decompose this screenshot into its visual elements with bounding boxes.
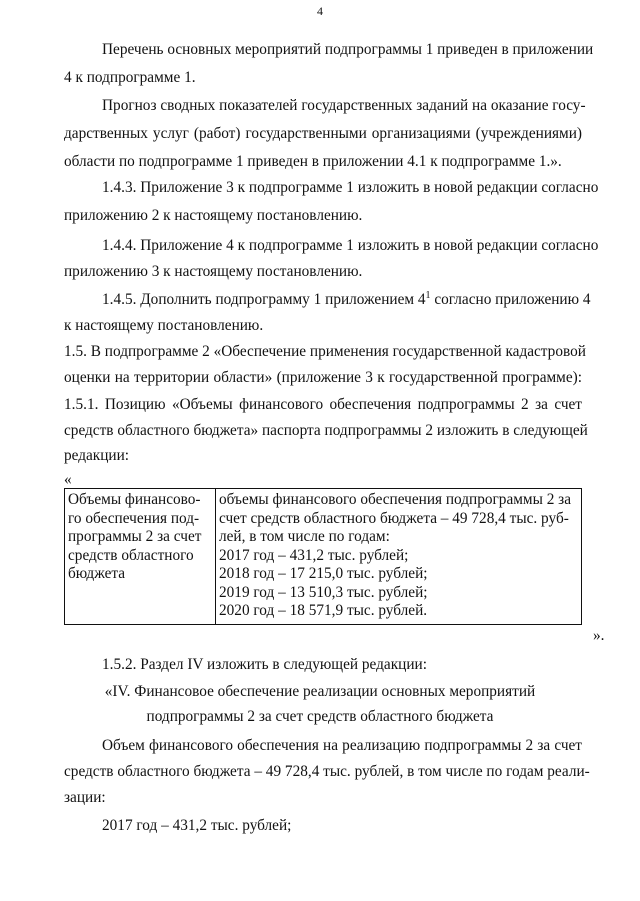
paragraph-line: к настоящему постановлению. xyxy=(64,317,264,334)
paragraph-line: Перечень основных мероприятий подпрограммы 1 приведен в приложении xyxy=(102,41,594,58)
section-heading: «IV. Финансовое обеспечение реализации основных мероприятий xyxy=(104,683,536,700)
section-heading: подпрограммы 2 за счет средств областного бюджета xyxy=(146,708,494,725)
financing-table xyxy=(64,488,582,625)
paragraph-line: оценки на территории области» (приложение 3 к государственной программе): xyxy=(64,369,582,386)
paragraph-line: редакции: xyxy=(64,447,130,464)
paragraph-line: 1.4.3. Приложение 3 к подпрограмме 1 изложить в новой редакции согласно xyxy=(102,179,599,196)
page-number: 4 xyxy=(317,4,323,18)
paragraph-line: приложению 3 к настоящему постановлению. xyxy=(64,263,363,280)
paragraph-line xyxy=(102,289,591,310)
paragraph-line: области по подпрограмме 1 приведен в приложении 4.1 к подпрограмме 1.». xyxy=(64,153,562,170)
paragraph-line: 1.5.2. Раздел IV изложить в следующей редакции: xyxy=(102,656,427,673)
table-cell-label: Объемы финансово- го обеспечения под- программы 2 за счет средств областного бюджета xyxy=(65,489,216,625)
quote-open: « xyxy=(64,471,72,488)
paragraph-text: 1.4.5. Дополнить подпрограмму 1 приложением 4 xyxy=(102,291,426,308)
paragraph-line: приложению 2 к настоящему постановлению. xyxy=(64,207,363,224)
paragraph-line: 1.5. В подпрограмме 2 «Обеспечение применения государственной кадастровой xyxy=(64,343,586,360)
paragraph-text: согласно приложению 4 xyxy=(430,291,591,308)
paragraph-line: 2017 год – 431,2 тыс. рублей; xyxy=(102,817,292,834)
paragraph-line: Объем финансового обеспечения на реализацию подпрограммы 2 за счет xyxy=(102,737,582,754)
paragraph-line: зации: xyxy=(64,789,106,806)
paragraph-line: средств областного бюджета – 49 728,4 тыс. рублей, в том числе по годам реали- xyxy=(64,763,590,780)
table-row xyxy=(65,489,582,625)
quote-close: ». xyxy=(593,627,605,644)
paragraph-line: 1.5.1. Позицию «Объемы финансового обеспечения подпрограммы 2 за счет xyxy=(64,396,582,413)
paragraph-line: 4 к подпрограмме 1. xyxy=(64,69,196,86)
superscript: 1 xyxy=(425,289,431,301)
paragraph-line: Прогноз сводных показателей государственных заданий на оказание госу- xyxy=(102,97,586,114)
paragraph-line: средств областного бюджета» паспорта подпрограммы 2 изложить в следующей xyxy=(64,422,588,439)
paragraph-line: 1.4.4. Приложение 4 к подпрограмме 1 изложить в новой редакции согласно xyxy=(102,237,599,254)
paragraph-line: дарственных услуг (работ) государственными организациями (учреждениями) xyxy=(64,125,582,142)
table-cell-value: объемы финансового обеспечения подпрограммы 2 за счет средств областного бюджета – 49 728,4 тыс. руб- лей, в том числе по годам: 2017 год – 431,2 тыс. рублей; 2018 год – 17 215,0 тыс. рублей; 2019 год – 13 510,3 тыс. рублей; 2020 год – 18 571,9 тыс. рублей. xyxy=(216,489,582,625)
